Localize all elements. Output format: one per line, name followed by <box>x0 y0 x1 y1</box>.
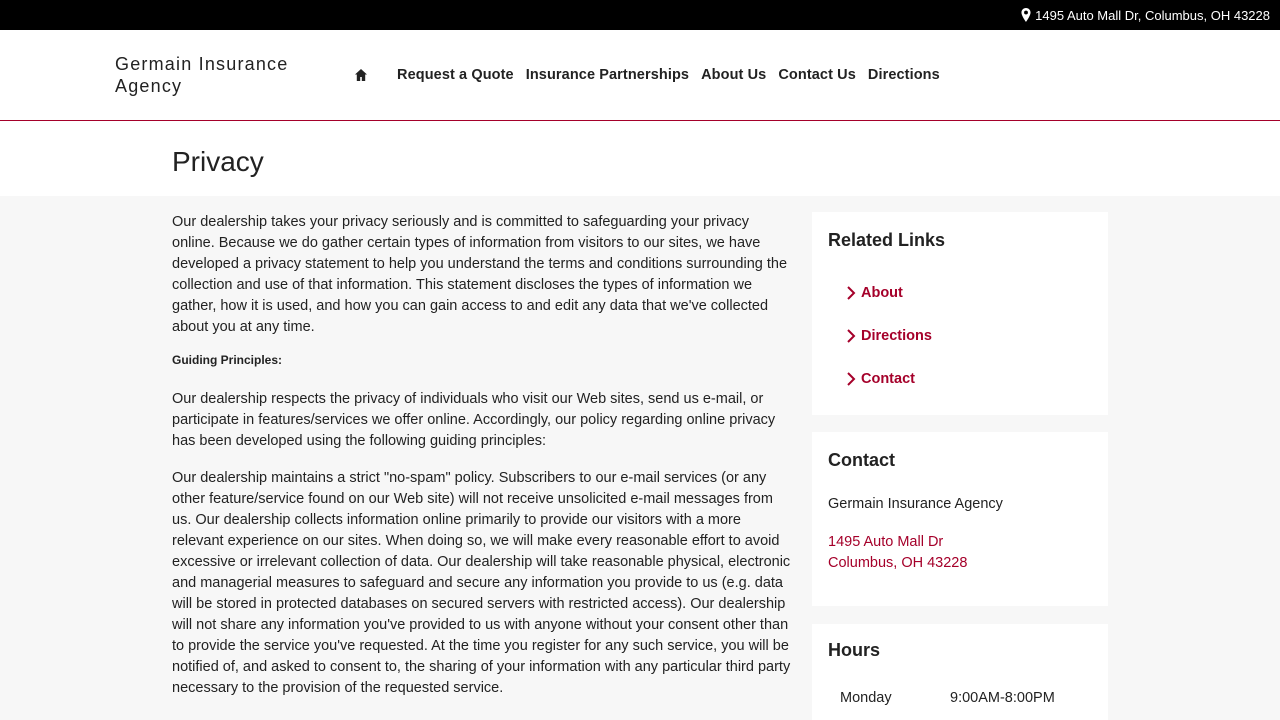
related-link-label: About <box>861 285 903 301</box>
related-links-card <box>812 212 1108 415</box>
principles-paragraph: Our dealership respects the privacy of individuals who visit our Web sites, send us e-mail, or participate in features/services we offer online. Accordingly, our policy regarding online privacy has been developed using the following guiding principles: <box>172 391 776 449</box>
map-pin-icon <box>1020 8 1032 22</box>
page-title: Privacy <box>172 146 264 177</box>
address-line-1: 1495 Auto Mall Dr <box>828 534 944 550</box>
hours-day: Monday <box>840 690 892 706</box>
chevron-right-icon <box>846 372 856 386</box>
intro-paragraph: Our dealership takes your privacy seriously and is committed to safeguarding your privacy online. Because we do gather certain types of information from visitors to our sites, we have developed a privacy statement to help you understand the terms and conditions surrounding the collection and use of that information. This statement discloses the types of information we gather, how it is used, and how you can gain access to and edit any data that we've collected about you at any time. <box>172 214 788 335</box>
contact-card <box>812 432 1108 606</box>
no-spam-paragraph: Our dealership maintains a strict "no-spam" policy. Subscribers to our e-mail services (or any other feature/service found on our Web site) will not receive unsolicited e-mail messages from us. Our dealership collects information online primarily to provide our visitors with a more relevant experience on our sites. When doing so, we will make every reasonable effort to avoid excessive or irrelevant collection of data. Our dealership will take reasonable physical, electronic and managerial measures to safeguard and secure any information you provide to us (e.g. data will be stored in protected databases on secured servers with restricted access). Our dealership will not share any information you've provided to us with anyone without your consent other than to provide the service you've requested. At the time you register for any such service, you will be notified of, and asked to consent to, the sharing of your information with any particular third party necessary to the provision of the requested service. <box>172 470 791 696</box>
nav-contact-us[interactable]: Contact Us <box>778 67 856 83</box>
hours-card <box>812 624 1108 720</box>
top-bar <box>0 0 1280 30</box>
contact-title: Contact <box>828 450 895 470</box>
guiding-principles-heading: Guiding Principles: <box>172 353 283 367</box>
site-header <box>0 30 1280 121</box>
related-link-about[interactable] <box>846 285 903 301</box>
chevron-right-icon <box>846 286 856 300</box>
chevron-right-icon <box>846 329 856 343</box>
nav-request-quote[interactable]: Request a Quote <box>397 67 514 83</box>
related-link-label: Directions <box>861 328 932 344</box>
home-icon[interactable] <box>354 68 368 82</box>
related-links-title: Related Links <box>828 230 946 250</box>
main-nav <box>354 64 952 86</box>
nav-directions[interactable]: Directions <box>867 67 940 83</box>
title-bar <box>0 121 1280 196</box>
privacy-content <box>172 212 792 715</box>
top-address[interactable] <box>1020 0 1270 30</box>
top-address-text: 1495 Auto Mall Dr, Columbus, OH 43228 <box>1035 7 1270 23</box>
contact-address-link[interactable] <box>828 532 967 574</box>
hours-time: 9:00AM-8:00PM <box>950 690 1055 706</box>
nav-about-us[interactable]: About Us <box>701 67 767 83</box>
related-link-label: Contact <box>861 371 915 387</box>
related-link-directions[interactable] <box>846 328 932 344</box>
nav-insurance-partnerships[interactable]: Insurance Partnerships <box>525 67 690 83</box>
address-line-2: Columbus, OH 43228 <box>828 555 968 571</box>
brand-name[interactable]: Germain Insurance Agency <box>115 54 289 96</box>
contact-org-name: Germain Insurance Agency <box>828 496 1003 512</box>
hours-title: Hours <box>828 640 881 660</box>
related-link-contact[interactable] <box>846 371 915 387</box>
